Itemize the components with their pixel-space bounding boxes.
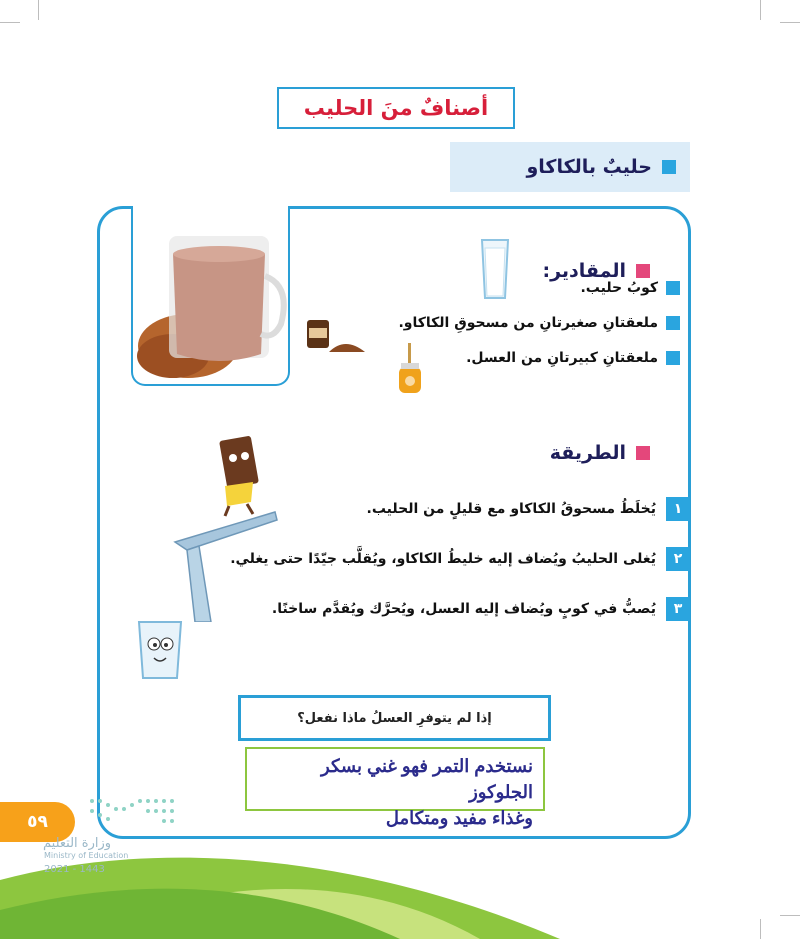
blue-square-bullet	[666, 316, 680, 330]
page-number: ٥٩	[0, 802, 75, 842]
question-box: إذا لم يتوفرِ العسلُ ماذا نفعل؟	[238, 695, 551, 741]
ministry-name-arabic: وزارة التعليم	[43, 836, 112, 851]
method-step	[230, 547, 690, 571]
method-step	[272, 597, 690, 621]
ingredients-heading-text: المقادير:	[542, 260, 626, 282]
blue-square-bullet	[666, 281, 680, 295]
ingredient-text: ملعقتانِ صغيرتانِ من مسحوقِ الكاكاو.	[398, 315, 658, 331]
ministry-dots-logo	[88, 796, 176, 826]
method-step	[367, 497, 690, 521]
step-text: يُغلى الحليبُ ويُضاف إليه خليطُ الكاكاو، ويُقلَّب جيّدًا حتى يغلي.	[230, 551, 656, 567]
page-title: أصنافٌ منَ الحليب	[277, 87, 515, 129]
cocoa-milk-photo	[131, 206, 290, 386]
chocolate-diver-illustration	[165, 432, 285, 622]
blue-square-bullet	[662, 160, 676, 174]
answer-box	[245, 747, 545, 828]
answer-line: وغذاء مفيد ومتكامل	[385, 808, 533, 828]
ingredient-item	[580, 280, 680, 296]
step-number: ٢	[666, 547, 690, 571]
ministry-name-english: Ministry of Education	[44, 851, 129, 860]
crop-mark	[780, 22, 800, 23]
ingredient-item	[466, 350, 680, 366]
crop-mark	[0, 22, 20, 23]
section-title: حليبٌ بالكاكاو	[526, 156, 652, 178]
ingredient-text: كوبُ حليب.	[580, 280, 658, 296]
ingredient-item	[398, 315, 680, 331]
method-heading	[550, 442, 650, 464]
crop-mark	[38, 0, 39, 20]
blue-square-bullet	[666, 351, 680, 365]
section-header	[450, 142, 690, 192]
year-label: 2021 - 1443	[44, 864, 105, 875]
pink-square-bullet	[636, 264, 650, 278]
step-text: يُصبُّ في كوبٍ ويُضاف إليه العسل، ويُحرَّك ويُقدَّم ساخنًا.	[271, 601, 656, 617]
step-text: يُخلَطُ مسحوقُ الكاكاو مع قليلٍ من الحليب.	[366, 501, 656, 517]
ingredient-text: ملعقتانِ كبيرتانِ من العسل.	[466, 350, 658, 366]
step-number: ٣	[666, 597, 690, 621]
pink-square-bullet	[636, 446, 650, 460]
step-number: ١	[666, 497, 690, 521]
answer-line: نستخدم التمر فهو غني بسكر الجلوكوز	[321, 756, 533, 802]
method-heading-text: الطريقة	[549, 442, 626, 464]
crop-mark	[760, 0, 761, 20]
cartoon-glass-illustration	[136, 618, 184, 682]
honey-jar-icon	[396, 343, 424, 395]
ingredients-heading	[543, 260, 651, 282]
glass-of-milk-icon	[480, 238, 510, 302]
cocoa-jar-icon	[305, 318, 367, 360]
